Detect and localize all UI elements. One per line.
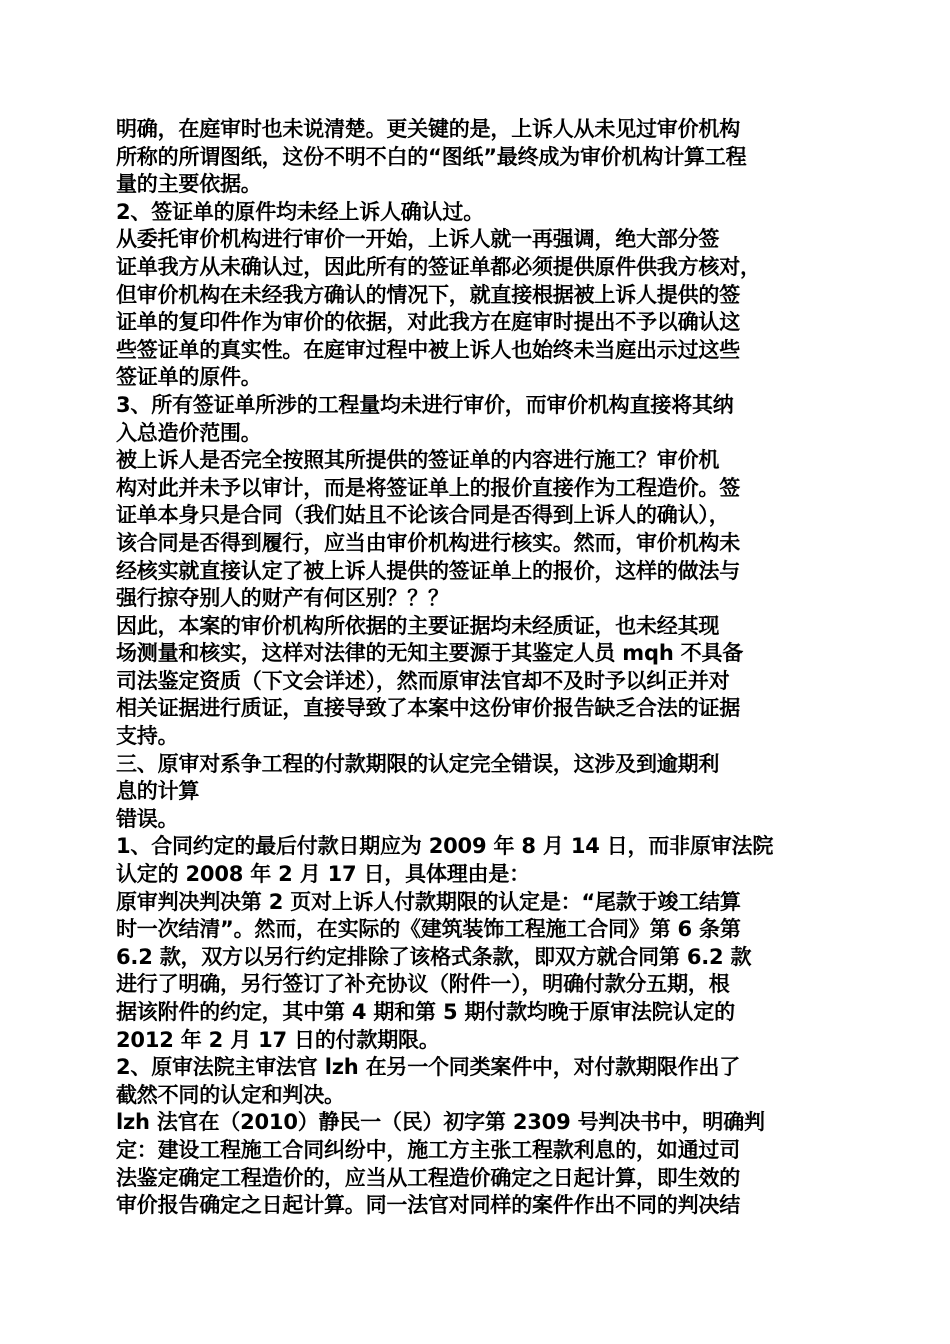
text-line: lzh 法官在（2010）静民一（民）初字第 2309 号判决书中，明确判 — [116, 1110, 765, 1135]
text-line: 错误。 — [116, 806, 179, 831]
text-line: 经核实就直接认定了被上诉人提供的签证单上的报价，这样的做法与 — [116, 558, 740, 583]
text-line: 据该附件的约定，其中第 4 期和第 5 期付款均晚于原审法院认定的 — [116, 1000, 735, 1024]
text-line: 证单本身只是合同（我们姑且不论该合同是否得到上诉人的确认）， — [116, 503, 730, 528]
text-line: 签证单的原件。 — [116, 365, 262, 390]
text-line: 司法鉴定资质（下文会详述），然而原审法官却不及时予以纠正并对 — [116, 668, 730, 693]
text-line: 因此，本案的审价机构所依据的主要证据均未经质证，也未经其现 — [116, 613, 720, 638]
text-line: 定：建设工程施工合同纠纷中，施工方主张工程款利息的，如通过司 — [116, 1137, 740, 1162]
text-line: 从委托审价机构进行审价一开始，上诉人就一再强调，绝大部分签 — [116, 227, 720, 252]
text-line: 息的计算 — [116, 779, 200, 804]
text-line: 相关证据进行质证，直接导致了本案中这份审价报告缺乏合法的证据 — [116, 696, 740, 721]
text-line: 截然不同的认定和判决。 — [116, 1082, 345, 1107]
text-line: 三、原审对系争工程的付款期限的认定完全错误，这涉及到逾期利 — [116, 751, 720, 776]
text-line: 3、所有签证单所涉的工程量均未进行审价，而审价机构直接将其纳 — [116, 392, 734, 417]
text-line: 时一次结清”。然而，在实际的《建筑装饰工程施工合同》第 6 条第 — [116, 917, 741, 942]
text-line: 场测量和核实，这样对法律的无知主要源于其鉴定人员 mqh 不具备 — [116, 641, 744, 666]
text-line: 进行了明确，另行签订了补充协议（附件一），明确付款分五期，根 — [116, 972, 730, 997]
text-line: 明确，在庭审时也未说清楚。更关键的是，上诉人从未见过审价机构 — [116, 117, 740, 141]
text-line: 证单我方从未确认过，因此所有的签证单都必须提供原件供我方核对， — [116, 254, 761, 279]
text-line: 该合同是否得到履行，应当由审价机构进行核实。然而，审价机构未 — [116, 530, 740, 555]
text-line: 被上诉人是否完全按照其所提供的签证单的内容进行施工？审价机 — [116, 448, 720, 473]
text-line: 但审价机构在未经我方确认的情况下，就直接根据被上诉人提供的签 — [116, 282, 740, 307]
text-line: 1、合同约定的最后付款日期应为 2009 年 8 月 14 日，而非原审法院 — [116, 834, 774, 859]
text-line: 所称的所谓图纸，这份不明不白的“图纸”最终成为审价机构计算工程 — [116, 144, 747, 169]
text-line: 2、签证单的原件均未经上诉人确认过。 — [116, 199, 485, 224]
text-line: 原审判决判决第 2 页对上诉人付款期限的认定是：“尾款于竣工结算 — [116, 889, 741, 914]
text-line: 2012 年 2 月 17 日的付款期限。 — [116, 1027, 440, 1052]
text-line: 支持。 — [116, 724, 179, 749]
text-line: 入总造价范围。 — [116, 420, 262, 445]
text-line: 认定的 2008 年 2 月 17 日，具体理由是： — [116, 862, 530, 887]
text-line: 法鉴定确定工程造价的，应当从工程造价确定之日起计算，即生效的 — [116, 1165, 740, 1190]
text-line: 量的主要依据。 — [116, 172, 262, 197]
text-line: 强行掠夺别人的财产有何区别？？？ — [116, 586, 449, 611]
document-body — [116, 116, 840, 1220]
text-line: 构对此并未予以审计，而是将签证单上的报价直接作为工程造价。签 — [116, 475, 740, 500]
text-line: 6.2 款，双方以另行约定排除了该格式条款，即双方就合同第 6.2 款 — [116, 944, 752, 969]
text-line: 2、原审法院主审法官 lzh 在另一个同类案件中，对付款期限作出了 — [116, 1055, 741, 1080]
text-line: 些签证单的真实性。在庭审过程中被上诉人也始终未当庭出示过这些 — [116, 337, 740, 362]
text-line: 审价报告确定之日起计算。同一法官对同样的案件作出不同的判决结 — [116, 1193, 740, 1218]
text-line: 证单的复印件作为审价的依据，对此我方在庭审时提出不予以确认这 — [116, 310, 740, 335]
